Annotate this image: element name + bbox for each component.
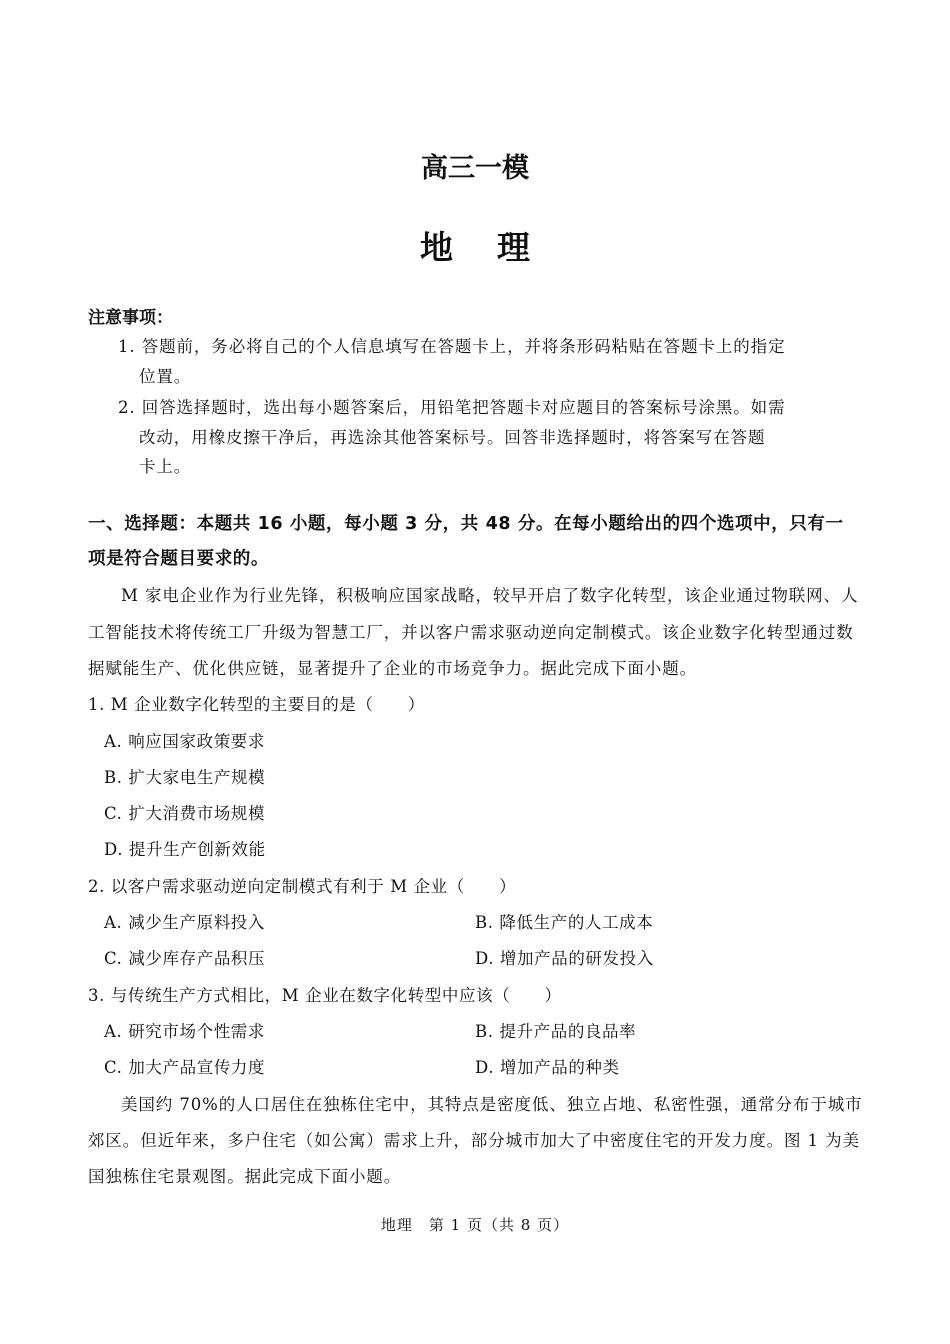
passage-2-line-1: 美国约 70%的人口居住在独栋住宅中，其特点是密度低、独立占地、私密性强，通常分布于城市 [121, 1095, 863, 1114]
passage-1-line-2: 工智能技术将传统工厂升级为智慧工厂，并以客户需求驱动逆向定制模式。该企业数字化转型通过数 [88, 623, 854, 642]
question-2-option-a: A. 减少生产原料投入 [104, 913, 266, 932]
question-1-option-d: D. 提升生产创新效能 [104, 840, 266, 859]
notice-heading: 注意事项： [88, 308, 173, 328]
question-3-option-d: D. 增加产品的种类 [475, 1058, 620, 1077]
question-1-stem: 1. M 企业数字化转型的主要目的是（ ） [88, 695, 425, 714]
passage-1-line-3: 据赋能生产、优化供应链，显著提升了企业的市场竞争力。据此完成下面小题。 [88, 659, 697, 678]
passage-2-line-3: 国独栋住宅景观图。据此完成下面小题。 [88, 1167, 402, 1186]
section-heading-line-1: 一、选择题：本题共 16 小题，每小题 3 分，共 48 分。在每小题给出的四个选项中，只有一 [88, 514, 844, 534]
notice-item-1-line-2: 位置。 [139, 367, 192, 386]
question-2-option-d: D. 增加产品的研发投入 [475, 949, 654, 968]
question-1-option-a: A. 响应国家政策要求 [104, 732, 266, 751]
question-3-option-b: B. 提升产品的良品率 [475, 1022, 637, 1041]
question-1-option-b: B. 扩大家电生产规模 [104, 768, 266, 787]
question-1-option-c: C. 扩大消费市场规模 [104, 804, 266, 823]
notice-item-2-line-2: 改动，用橡皮擦干净后，再选涂其他答案标号。回答非选择题时，将答案写在答题 [139, 428, 766, 447]
passage-1-line-1: M 家电企业作为行业先锋，积极响应国家战略，较早开启了数字化转型，该企业通过物联网、人 [121, 586, 859, 605]
exam-title: 高三一模 [421, 153, 529, 184]
notice-item-2-line-3: 卡上。 [139, 457, 192, 476]
section-heading-line-2: 项是符合题目要求的。 [88, 549, 269, 569]
question-2-option-b: B. 降低生产的人工成本 [475, 913, 654, 932]
page-footer: 地理 第 1 页（共 8 页） [380, 1216, 570, 1234]
passage-2-line-2: 郊区。但近年来，多户住宅（如公寓）需求上升，部分城市加大了中密度住宅的开发力度。图 1 为美 [88, 1131, 860, 1150]
question-2-stem: 2. 以客户需求驱动逆向定制模式有利于 M 企业（ ） [88, 877, 517, 896]
notice-item-2-line-1: 2. 回答选择题时，选出每小题答案后，用铅笔把答题卡对应题目的答案标号涂黑。如需 [118, 398, 786, 417]
question-3-stem: 3. 与传统生产方式相比，M 企业在数字化转型中应该（ ） [88, 986, 562, 1005]
notice-item-1-line-1: 1. 答题前，务必将自己的个人信息填写在答题卡上，并将条形码粘贴在答题卡上的指定 [118, 337, 786, 356]
question-3-option-c: C. 加大产品宣传力度 [104, 1058, 266, 1077]
question-2-option-c: C. 减少库存产品积压 [104, 949, 266, 968]
question-3-option-a: A. 研究市场个性需求 [104, 1022, 266, 1041]
subject-title: 地理 [420, 228, 574, 267]
